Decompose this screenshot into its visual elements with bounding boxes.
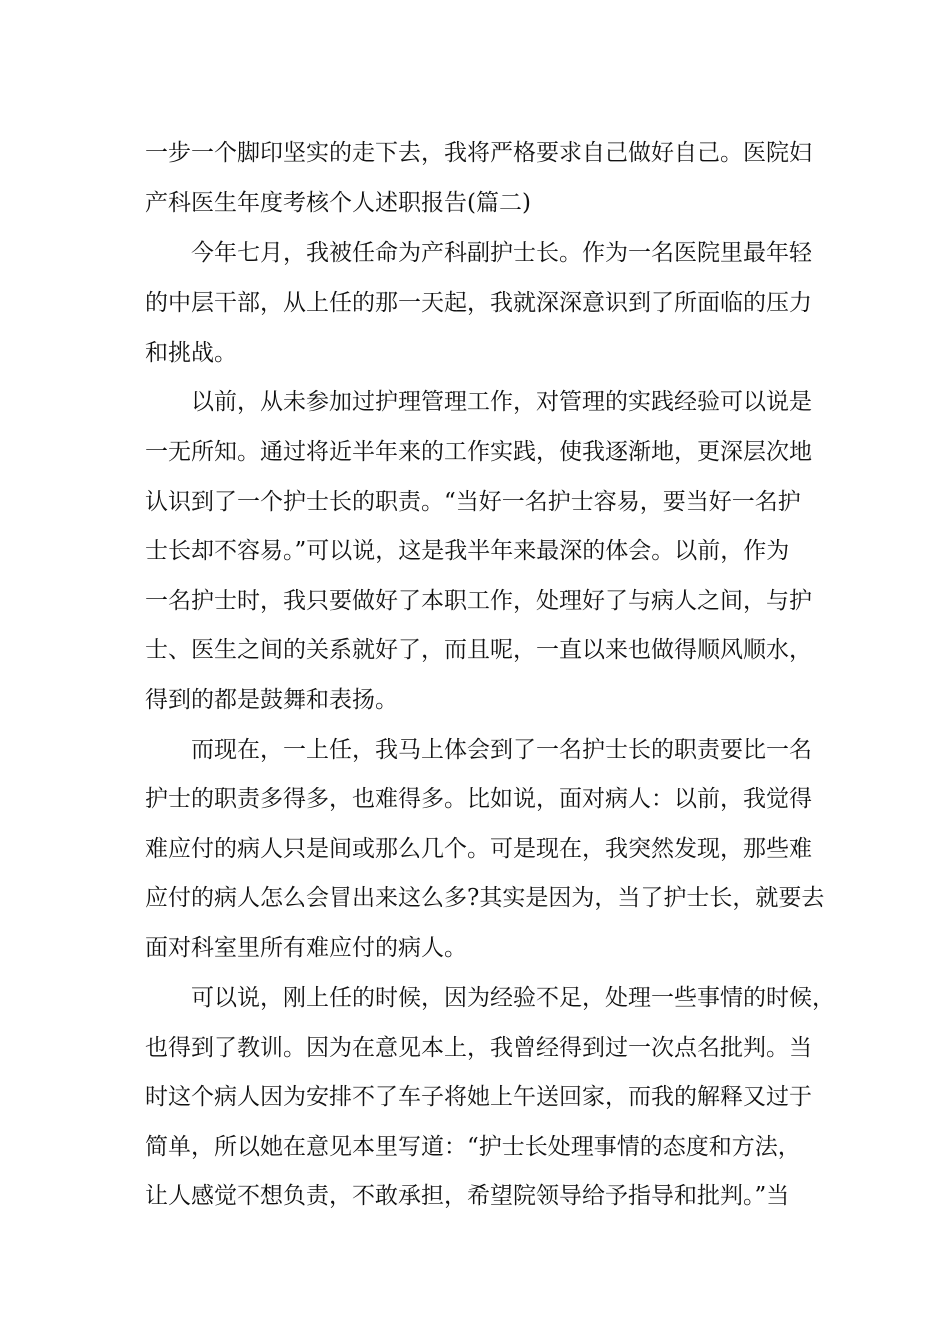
text-line: 的中层干部，从上任的那一天起，我就深深意识到了所面临的压力 bbox=[145, 290, 812, 316]
text-line: 一名护士时，我只要做好了本职工作，处理好了与病人之间，与护 bbox=[145, 588, 812, 614]
text-line: 一无所知。通过将近半年来的工作实践，使我逐渐地，更深层次地 bbox=[145, 439, 812, 465]
text-line: 士长却不容易。”可以说，这是我半年来最深的体会。以前，作为 bbox=[145, 538, 790, 564]
text-line: 得到的都是鼓舞和表扬。 bbox=[145, 687, 398, 713]
text-line: 和挑战。 bbox=[145, 340, 237, 366]
paragraph-first-line: 而现在，一上任，我马上体会到了一名护士长的职责要比一名 bbox=[191, 737, 812, 763]
section-title-line: 产科医生年度考核个人述职报告(篇二) bbox=[145, 190, 531, 216]
text-line: 简单，所以她在意见本里写道：“护士长处理事情的态度和方法， bbox=[145, 1134, 801, 1160]
text-line: 时这个病人因为安排不了车子将她上午送回家，而我的解释又过于 bbox=[145, 1084, 812, 1110]
text-line: 让人感觉不想负责，不敢承担，希望院领导给予指导和批判。”当 bbox=[145, 1183, 790, 1209]
paragraph-first-line: 可以说，刚上任的时候，因为经验不足，处理一些事情的时候， bbox=[191, 985, 835, 1011]
text-line: 面对科室里所有难应付的病人。 bbox=[145, 935, 467, 961]
text-line: 认识到了一个护士长的职责。“当好一名护士容易，要当好一名护 bbox=[145, 489, 801, 515]
paragraph-first-line: 以前，从未参加过护理管理工作，对管理的实践经验可以说是 bbox=[191, 389, 812, 415]
text-line: 难应付的病人只是间或那么几个。可是现在，我突然发现，那些难 bbox=[145, 836, 812, 862]
text-line: 也得到了教训。因为在意见本上，我曾经得到过一次点名批判。当 bbox=[145, 1035, 812, 1061]
paragraph-first-line: 今年七月，我被任命为产科副护士长。作为一名医院里最年轻 bbox=[191, 240, 812, 266]
text-line: 护士的职责多得多，也难得多。比如说，面对病人：以前，我觉得 bbox=[145, 786, 812, 812]
text-line: 应付的病人怎么会冒出来这么多?其实是因为，当了护士长，就要去 bbox=[145, 885, 825, 911]
text-line: 一步一个脚印坚实的走下去，我将严格要求自己做好自己。医院妇 bbox=[145, 140, 812, 166]
text-line: 士、医生之间的关系就好了，而且呢，一直以来也做得顺风顺水， bbox=[145, 637, 812, 663]
